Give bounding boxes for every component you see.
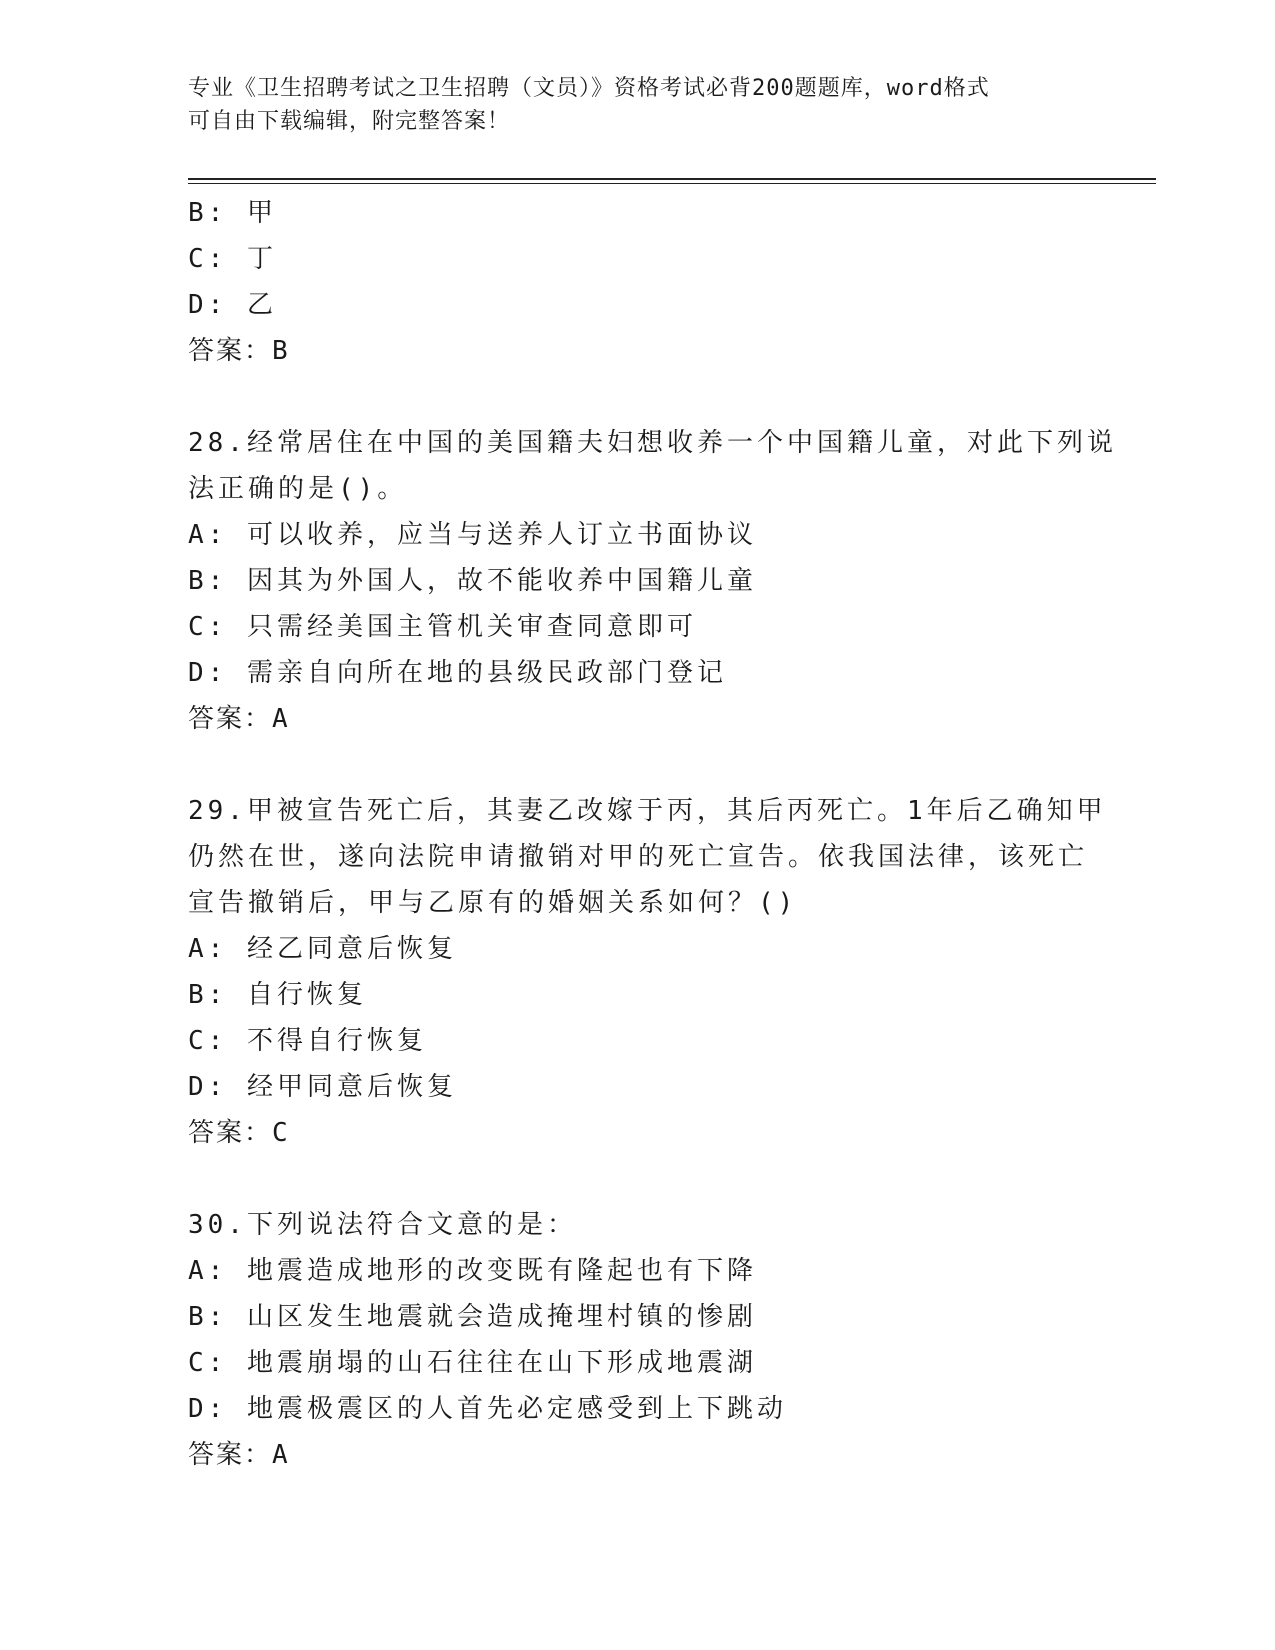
question-text-line: 30.下列说法符合文意的是： [188,1210,577,1240]
header-line-2: 可自由下载编辑，附完整答案！ [188,109,511,134]
option-text: 经乙同意后恢复 [246,934,457,964]
answer-label: 答案： [188,1440,273,1470]
option-text: 乙 [246,290,277,320]
option-letter: D: [188,1394,228,1424]
question-text-line: 仍然在世，遂向法院申请撤销对甲的死亡宣告。依我国法律，该死亡 [188,842,1089,872]
option-text: 地震崩塌的山石往往在山下形成地震湖 [246,1348,757,1378]
option-text: 地震造成地形的改变既有隆起也有下降 [246,1256,757,1286]
option-letter: A: [188,1256,228,1286]
option-c [188,1018,1088,1064]
option-text: 丁 [246,244,277,274]
option-a [188,512,1088,558]
header-divider-thin [188,183,1156,184]
option-text: 山区发生地震就会造成掩埋村镇的惨剧 [246,1302,757,1332]
option-b [188,1294,1088,1340]
option-text: 自行恢复 [246,980,367,1010]
option-letter: A: [188,934,228,964]
answer-label: 答案： [188,336,273,366]
option-letter: D: [188,290,228,320]
option-d [188,1386,1088,1432]
option-c [188,236,1088,282]
question-text-line: 法正确的是()。 [188,474,408,504]
option-b [188,190,1088,236]
header-divider-thick [188,178,1156,180]
option-letter: C: [188,612,228,642]
header-line-1: 专业《卫生招聘考试之卫生招聘（文员）》资格考试必背200题题库，word格式 [188,76,990,101]
option-d [188,1064,1088,1110]
answer-value: B [272,336,290,366]
option-letter: C: [188,244,228,274]
question-30-block [188,1202,1088,1478]
option-b [188,558,1088,604]
option-text: 地震极震区的人首先必定感受到上下跳动 [246,1394,787,1424]
option-letter: B: [188,566,228,596]
option-text: 经甲同意后恢复 [246,1072,457,1102]
option-c [188,1340,1088,1386]
option-a [188,926,1088,972]
option-d [188,650,1088,696]
option-letter: B: [188,980,228,1010]
option-text: 只需经美国主管机关审查同意即可 [246,612,697,642]
question-text-line: 宣告撤销后，甲与乙原有的婚姻关系如何？() [188,888,798,918]
question-text-line: 29.甲被宣告死亡后，其妻乙改嫁于丙，其后丙死亡。1年后乙确知甲 [188,796,1107,826]
option-letter: A: [188,520,228,550]
answer-value: A [272,704,290,734]
answer-line [188,696,1088,742]
option-letter: D: [188,1072,228,1102]
option-letter: B: [188,1302,228,1332]
option-b [188,972,1088,1018]
question-29-block [188,788,1107,1156]
answer-value: A [272,1440,290,1470]
option-text: 因其为外国人，故不能收养中国籍儿童 [246,566,757,596]
question-list [188,190,1117,1478]
option-text: 需亲自向所在地的县级民政部门登记 [246,658,727,688]
option-c [188,604,1088,650]
option-letter: B: [188,198,228,228]
option-letter: C: [188,1348,228,1378]
answer-label: 答案： [188,704,273,734]
answer-label: 答案： [188,1118,273,1148]
option-text: 可以收养，应当与送养人订立书面协议 [246,520,757,550]
answer-line [188,1110,1088,1156]
answer-line [188,1432,1088,1478]
answer-line [188,328,1088,374]
option-text: 不得自行恢复 [246,1026,427,1056]
option-letter: C: [188,1026,228,1056]
question-27-block [188,190,1088,374]
document-header [188,72,1088,138]
question-text-line: 28.经常居住在中国的美国籍夫妇想收养一个中国籍儿童，对此下列说 [188,428,1117,458]
answer-value: C [272,1118,290,1148]
option-text: 甲 [246,198,277,228]
question-28-block [188,420,1117,742]
option-d [188,282,1088,328]
option-letter: D: [188,658,228,688]
option-a [188,1248,1088,1294]
